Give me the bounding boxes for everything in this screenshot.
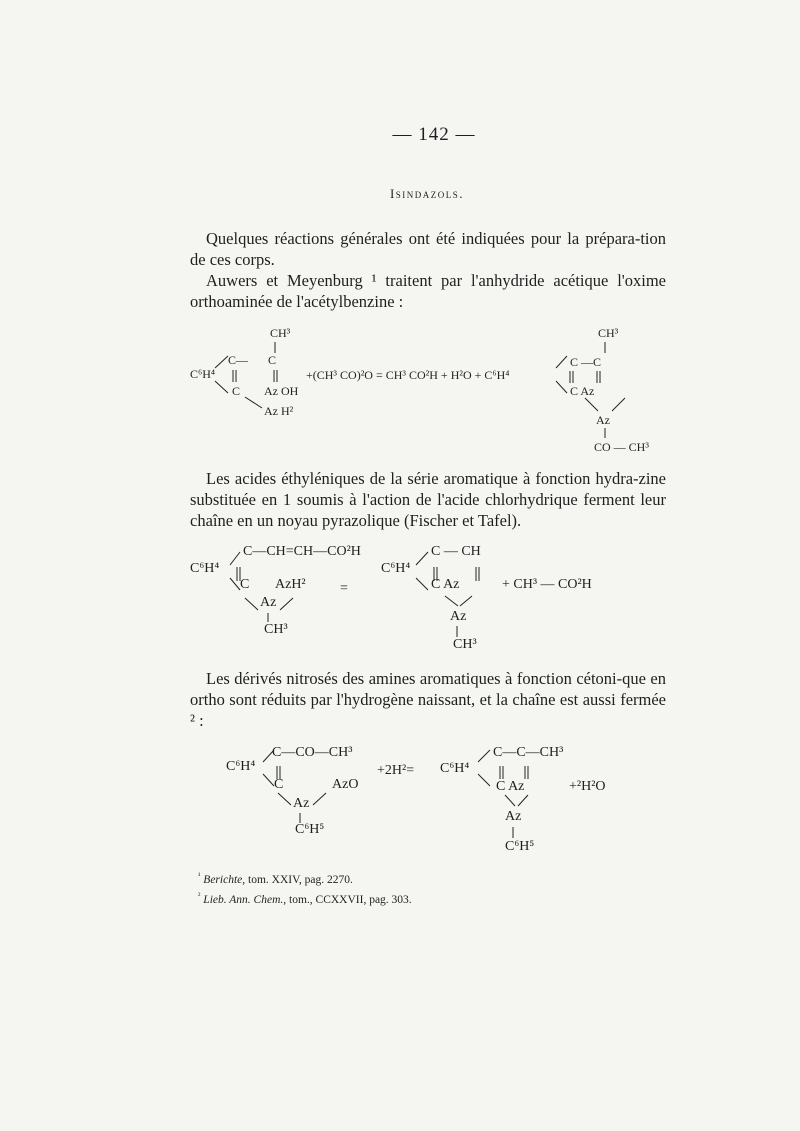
f2-equals: = [340,581,348,596]
footnote-2-source: Lieb. Ann. Chem., [203,893,287,906]
f1-reagent: +(CH³ CO)²O = CH³ CO²H + H²O + C⁶H⁴ [306,368,510,382]
f1-c-az: C Az [570,384,595,398]
f3-c6h4-left: C⁶H⁴ [226,759,256,774]
f3-chain-top: C—CO—CH³ [272,745,353,760]
f1-ch3-right: CH³ [598,326,619,340]
f2-c-bottom: C [240,577,250,592]
footnote-2-number: ² [198,890,201,900]
f2-c-ch: C — CH [431,544,481,559]
footnote-1-reference: tom. XXIV, pag. 2270. [245,873,353,886]
f3-plus-h: +2H²= [377,763,415,778]
f3-c6h5-right: C⁶H⁵ [505,839,535,854]
f3-c-bottom: C [274,777,284,792]
footnote-2-reference: tom., CCXXVII, pag. 303. [286,893,412,906]
page-number: — 142 — [392,124,476,145]
f1-c-top: C— [228,353,249,367]
f3-c-az: C Az [496,779,525,794]
paragraph-1: Quelques réactions générales ont été indiquées pour la prépara-tion de ces corps. [190,229,666,269]
f2-az-right: Az [450,609,467,624]
footnote-2 [198,888,412,908]
f3-c-c-ch3: C—C—CH³ [493,745,564,760]
f1-c-bottom: C [232,384,241,398]
f1-ch3-left: CH³ [270,326,291,340]
f2-c6h4-left: C⁶H⁴ [190,561,220,576]
f2-chain-top: C—CH=CH—CO²H [243,544,361,559]
f3-az-right: Az [505,809,522,824]
f2-c6h4-right: C⁶H⁴ [381,561,411,576]
section-title: Isindazols. [389,186,465,201]
f2-azh2: AzH² [275,577,306,592]
f2-c-az: C Az [431,577,460,592]
f1-co-ch3: CO — CH³ [594,440,649,454]
f3-az-left: Az [293,796,310,811]
f1-az-h2: Az H² [264,404,294,418]
f1-az-oh: Az OH [264,384,299,398]
paragraph-3: Les acides éthyléniques de la série aromatique à fonction hydra-zine substituée en 1 soumis à l'action de l'acide chlorhydrique ferment leur chaîne en un noyau pyrazolique (Fischer et Tafel). [190,469,666,530]
f2-plus: + CH³ — CO²H [502,577,592,592]
footnotes [198,868,412,908]
footnote-1 [198,868,412,888]
footnote-1-source: Berichte, [203,873,246,886]
paragraph-4: Les dérivés nitrosés des amines aromatiques à fonction cétoni-que en ortho sont réduits par l'hydrogène naissant, et la chaîne est aussi fermée ² : [190,669,666,730]
f3-c6h4-right: C⁶H⁴ [440,761,470,776]
f1-az: Az [596,413,610,427]
f3-c6h5-left: C⁶H⁵ [295,822,325,837]
paragraph-2: Auwers et Meyenburg ¹ traitent par l'anhydride acétique l'oxime orthoaminée de l'acétylbenzine : [190,271,666,311]
f2-az-left: Az [260,595,277,610]
f3-azo: AzO [332,777,359,792]
f2-ch3-right: CH³ [453,637,477,652]
f1-c6h4-left: C⁶H⁴ [190,367,216,381]
f1-c-right: C [268,353,277,367]
f3-plus-water: +²H²O [569,779,606,794]
f2-ch3-left: CH³ [264,622,288,637]
footnote-1-number: ¹ [198,871,201,880]
f1-c-c: C —C [570,355,602,369]
